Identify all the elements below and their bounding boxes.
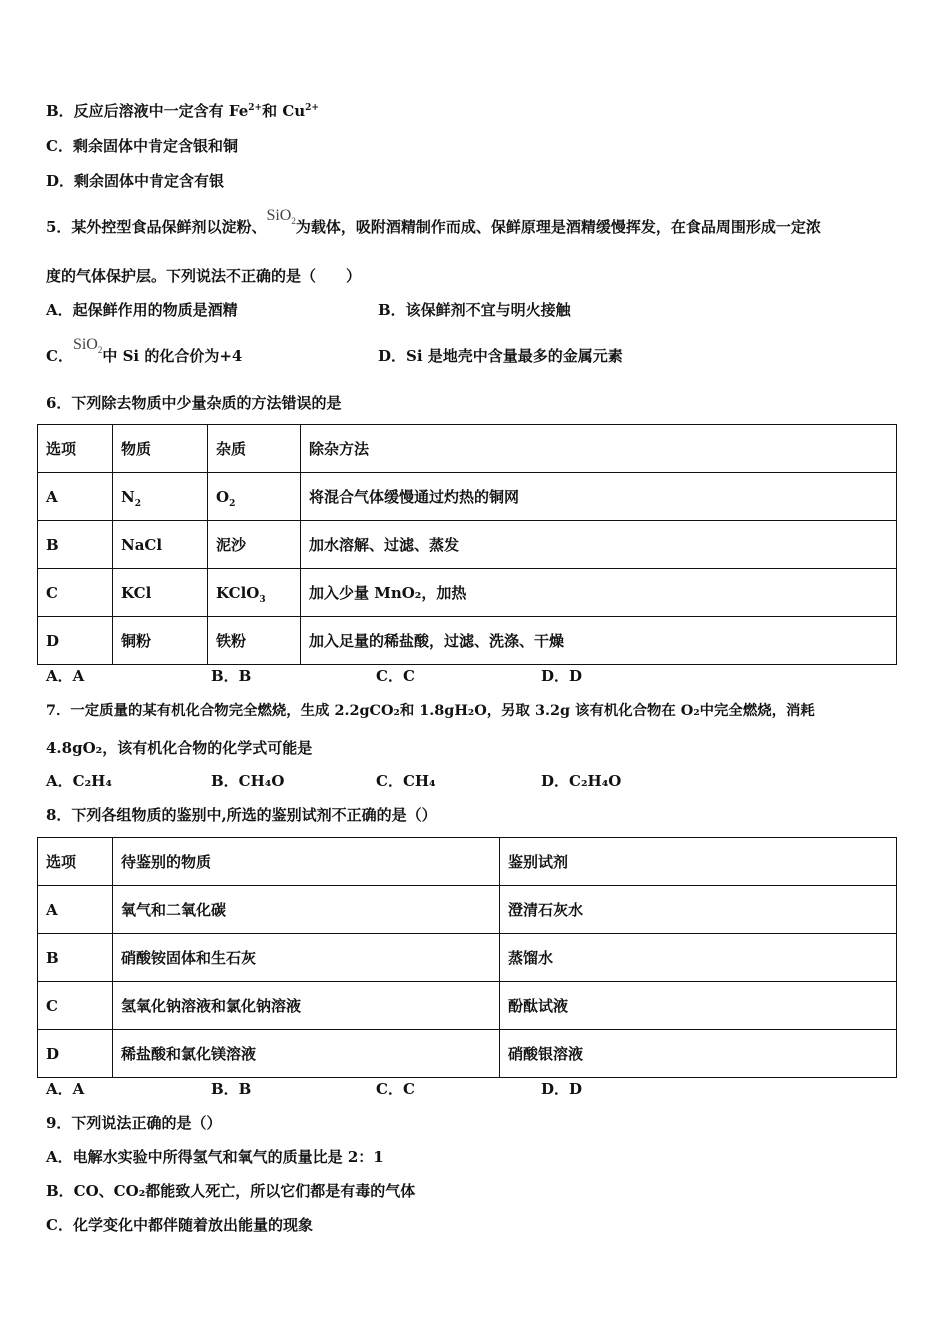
q5-option-c: C．SiO$_2$中 Si 的化合价为+4 [46,336,243,365]
option-cell: A [38,473,113,521]
q4-option-c: C．剩余固体中肯定含银和铜 [46,137,238,155]
header-cell: 鉴别试剂 [500,838,897,886]
reagent-cell: 酚酞试液 [500,982,897,1030]
substance-cell: $N_2$ [113,473,208,521]
q7-answer-a: A．C₂H₄ [46,772,112,790]
option-cell: C [38,569,113,617]
impurity-cell: $O_2$ [208,473,301,521]
header-cell: 选项 [38,838,113,886]
option-cell: A [38,886,113,934]
table-row [38,886,897,934]
method-cell: 加水溶解、过滤、蒸发 [301,521,897,569]
table-row [38,838,897,886]
substances-cell: 氢氧化钠溶液和氯化钠溶液 [113,982,500,1030]
reagent-cell: 硝酸银溶液 [500,1030,897,1078]
substances-cell: 稀盐酸和氯化镁溶液 [113,1030,500,1078]
table-row [38,617,897,665]
sio2-formula: SiO$_2$ [72,336,103,356]
header-cell: 杂质 [208,425,301,473]
q8-answer-d: D．D [541,1080,583,1098]
option-cell: B [38,934,113,982]
impurity-cell: 铁粉 [208,617,301,665]
table-row [38,521,897,569]
q8-answer-c: C．C [376,1080,415,1098]
table-row [38,934,897,982]
q5-option-d: D．Si 是地壳中含量最多的金属元素 [378,347,623,365]
header-cell: 待鉴别的物质 [113,838,500,886]
table-row [38,1030,897,1078]
q8-answer-a: A．A [46,1080,85,1098]
q7-stem-line1: 7．一定质量的某有机化合物完全燃烧，生成 2.2gCO₂和 1.8gH₂O，另取 3.2g 该有机化合物在 O₂中完全燃烧，消耗 [46,702,815,719]
substances-cell: 硝酸铵固体和生石灰 [113,934,500,982]
reagent-cell: 蒸馏水 [500,934,897,982]
reagent-cell: 澄清石灰水 [500,886,897,934]
q5-option-b: B．该保鲜剂不宜与明火接触 [378,301,571,319]
option-cell: D [38,1030,113,1078]
q9-option-a: A．电解水实验中所得氢气和氧气的质量比是 2：1 [46,1148,384,1166]
q6-stem: 6．下列除去物质中少量杂质的方法错误的是 [46,394,342,412]
table-row [38,425,897,473]
q6-answer-d: D．D [541,667,583,685]
method-cell: 加入少量 MnO₂，加热 [301,569,897,617]
substance-cell: KCl [113,569,208,617]
q8-answer-b: B．B [211,1080,252,1098]
q7-stem-line2: 4.8gO₂，该有机化合物的化学式可能是 [46,739,313,757]
method-cell: 将混合气体缓慢通过灼热的铜网 [301,473,897,521]
q7-answer-b: B．CH₄O [211,772,285,790]
substance-cell: 铜粉 [113,617,208,665]
substances-cell: 氧气和二氧化碳 [113,886,500,934]
substance-cell: NaCl [113,521,208,569]
q7-answer-c: C．CH₄ [376,772,436,790]
table-row [38,982,897,1030]
q6-answer-a: A．A [46,667,85,685]
q9-option-b: B．CO、CO₂都能致人死亡，所以它们都是有毒的气体 [46,1182,416,1200]
option-cell: D [38,617,113,665]
q7-answer-d: D．C₂H₄O [541,772,622,790]
q5-stem-line2: 度的气体保护层。下列说法不正确的是（ ） [46,267,362,285]
q6-table [37,424,897,665]
q4-option-b: B．反应后溶液中一定含有 $Fe^{2+}$和 $Cu^{2+}$ [46,102,319,120]
method-cell: 加入足量的稀盐酸，过滤、洗涤、干燥 [301,617,897,665]
q8-stem: 8．下列各组物质的鉴别中,所选的鉴别试剂不正确的是（） [46,806,437,824]
q6-answer-b: B．B [211,667,252,685]
impurity-cell: KClO$_3$ [208,569,301,617]
q8-table [37,837,897,1078]
header-cell: 除杂方法 [301,425,897,473]
impurity-cell: 泥沙 [208,521,301,569]
table-row [38,569,897,617]
table-row [38,473,897,521]
option-cell: C [38,982,113,1030]
sio2-formula: SiO$_2$ [266,207,296,227]
q6-answer-c: C．C [376,667,415,685]
q5-option-a: A．起保鲜作用的物质是酒精 [46,301,238,319]
option-cell: B [38,521,113,569]
q9-stem: 9．下列说法正确的是（） [46,1114,222,1132]
q9-option-c: C．化学变化中都伴随着放出能量的现象 [46,1216,313,1234]
q4-option-d: D．剩余固体中肯定含有银 [46,172,225,190]
q5-stem-line1: 5．某外控型食品保鲜剂以淀粉、SiO$_2$为载体，吸附酒精制作而成、保鲜原理是酒精缓慢挥发，在食品周围形成一定浓 [46,207,821,236]
header-cell: 物质 [113,425,208,473]
header-cell: 选项 [38,425,113,473]
